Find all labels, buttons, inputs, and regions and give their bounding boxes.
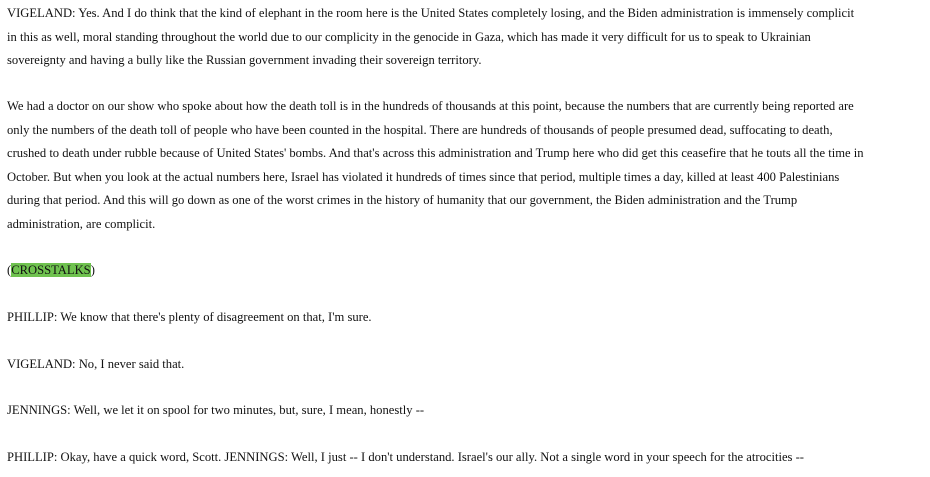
crosstalk-note [7, 259, 925, 283]
paragraph-vigeland-3 [7, 353, 925, 377]
text-line: PHILLIP: Okay, have a quick word, Scott. JENNINGS: Well, I just -- I don't understand. Israel's our ally. Not a single word in your speech for the atrocities -- [7, 450, 804, 464]
text-line: sovereignty and having a bully like the Russian government invading their sovereign territory. [7, 53, 482, 67]
text-line: PHILLIP: We know that there's plenty of disagreement on that, I'm sure. [7, 310, 372, 324]
crosstalk-open-paren: ( [7, 263, 12, 277]
crosstalk-close-paren: ) [90, 263, 95, 277]
text-line: JENNINGS: Well, we let it on spool for two minutes, but, sure, I mean, honestly -- [7, 403, 425, 417]
text-line: in this as well, moral standing throughout the world due to our complicity in the genocide in Gaza, which has made it very difficult for us to speak to Ukrainian [7, 29, 811, 44]
text-line: administration, are complicit. [7, 216, 156, 231]
text-line: only the numbers of the death toll of people who have been counted in the hospital. There are hundreds of thousands of people presumed dead, suffocating to death, [7, 122, 833, 137]
paragraph-vigeland-1 [7, 2, 925, 73]
text-line: VIGELAND: No, I never said that. [7, 357, 185, 371]
paragraph-phillip-2 [7, 446, 925, 470]
paragraph-vigeland-2 [7, 95, 925, 236]
paragraph-jennings-1 [7, 399, 925, 423]
text-line: VIGELAND: Yes. And I do think that the kind of elephant in the room here is the United States completely losing, and the Biden administration is immensely complicit [7, 6, 855, 20]
paragraph-phillip-1 [7, 306, 925, 330]
text-line: We had a doctor on our show who spoke about how the death toll is in the hundreds of thousands at this point, because the numbers that are currently being reported are [7, 99, 854, 113]
crosstalk-highlight: CROSSTALKS [11, 263, 91, 277]
text-line: during that period. And this will go down as one of the worst crimes in the history of humanity that our government, the Biden administration and the Trump [7, 193, 798, 207]
text-line: crushed to death under rubble because of United States' bombs. And that's across this administration and Trump here who did get this ceasefire that he touts all the time in [7, 146, 864, 160]
text-line: October. But when you look at the actual numbers here, Israel has violated it hundreds of times since that period, multiple times a day, killed at least 400 Palestinians [7, 169, 840, 184]
